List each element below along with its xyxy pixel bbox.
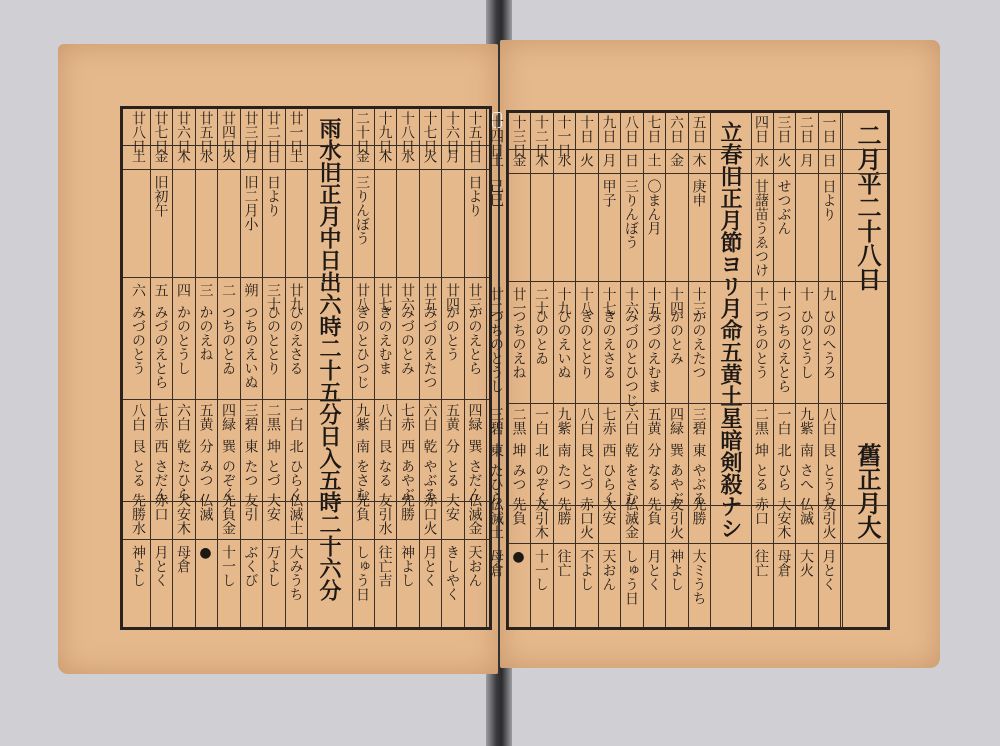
day-wd: 月 bbox=[600, 153, 617, 167]
day-week: 土 bbox=[488, 525, 504, 539]
day-star: 三碧 bbox=[488, 407, 504, 435]
day-mid: 三 bbox=[197, 283, 214, 297]
day-kana: つちのとうし bbox=[488, 309, 504, 393]
day-rokuyo: 赤口 bbox=[421, 493, 438, 521]
day-date: 五日 bbox=[690, 115, 707, 143]
solar-divider bbox=[710, 113, 752, 627]
right-calendar-grid bbox=[488, 110, 890, 630]
day-dir: 艮 bbox=[578, 443, 594, 457]
day-date: 廿六日 bbox=[175, 111, 191, 153]
day-top: 旧二月小 bbox=[242, 175, 259, 231]
day-date: 十七日 bbox=[421, 111, 438, 153]
old-month-label: 舊正月大 bbox=[853, 443, 882, 539]
day-top: 旧初午 bbox=[152, 175, 169, 217]
day-rokuyo: 先負 bbox=[510, 497, 527, 525]
day-dir: 艮 bbox=[130, 439, 146, 453]
day-kichi: とる bbox=[130, 459, 146, 487]
day-week: 火 bbox=[578, 525, 594, 539]
day-kana: きのととり bbox=[578, 309, 594, 379]
day-bot: 母倉 bbox=[775, 549, 792, 577]
day-wd: 火 bbox=[220, 149, 236, 163]
day-kana: みづのえむま bbox=[645, 309, 662, 393]
day-kichi: たひら bbox=[488, 463, 504, 505]
day-date: 十日 bbox=[578, 115, 594, 143]
day-kana: ひのととり bbox=[265, 305, 281, 375]
day-week: 金 bbox=[466, 521, 483, 535]
day-date: 六日 bbox=[668, 115, 684, 143]
day-dir: 巽 bbox=[668, 443, 684, 457]
day-mid: 三十 bbox=[265, 283, 281, 311]
day-week: 火 bbox=[820, 525, 837, 539]
day-star: 八白 bbox=[376, 403, 393, 431]
day-rokuyo: 先負 bbox=[354, 493, 370, 521]
day-bot: ● bbox=[510, 549, 527, 565]
day-wd: 月 bbox=[444, 149, 460, 163]
day-dir: 南 bbox=[555, 443, 572, 457]
day-dir: 分 bbox=[645, 443, 662, 457]
day-week: 木 bbox=[775, 525, 792, 539]
day-kichi: あやぶ bbox=[668, 463, 684, 505]
day-star: 四緑 bbox=[220, 403, 236, 431]
day-top: 日より bbox=[466, 175, 483, 217]
day-kichi: たつ bbox=[242, 459, 259, 487]
day-kana: ひのとうし bbox=[798, 309, 814, 379]
day-mid: 廿八 bbox=[354, 283, 370, 311]
day-kana: かのとみ bbox=[668, 309, 684, 365]
solar-term-left: 雨水旧正月中日出六時二十五分日入五時二十六分 bbox=[316, 117, 342, 601]
day-star: 二黒 bbox=[265, 403, 281, 431]
day-top: 日より bbox=[265, 175, 281, 217]
day-star: 六白 bbox=[623, 407, 639, 435]
day-rokuyo: 友引 bbox=[376, 493, 393, 521]
day-rokuyo: 仏滅 bbox=[798, 497, 814, 525]
day-top: 甲子 bbox=[600, 179, 617, 207]
day-kichi: なる bbox=[645, 463, 662, 491]
day-dir: 南 bbox=[354, 439, 370, 453]
day-dir: 西 bbox=[152, 439, 169, 453]
day-top: 三りんぼう bbox=[623, 179, 639, 249]
day-star: 九紫 bbox=[555, 407, 572, 435]
day-kichi: ひらく bbox=[287, 459, 304, 501]
day-kichi: あやぶ bbox=[399, 459, 415, 501]
day-date: 十五日 bbox=[466, 111, 483, 153]
day-wd: 木 bbox=[533, 153, 549, 167]
day-top: 三りんぼう bbox=[354, 175, 370, 245]
day-week: 水 bbox=[376, 521, 393, 535]
day-rokuyo: 仏滅 bbox=[466, 493, 483, 521]
day-kana: きのとひつじ bbox=[354, 305, 370, 389]
day-kana: ひのとゐ bbox=[533, 309, 549, 365]
day-star: 八白 bbox=[578, 407, 594, 435]
day-star: 二黒 bbox=[753, 407, 769, 435]
day-date: 十四日 bbox=[488, 115, 504, 157]
day-kichi: みつ bbox=[197, 459, 214, 487]
day-rokuyo: 先負 bbox=[645, 497, 662, 525]
day-mid: 十八 bbox=[578, 287, 594, 315]
day-bot: 大ミうち bbox=[690, 549, 707, 605]
day-week: 土 bbox=[287, 521, 304, 535]
day-kana: かのとうし bbox=[175, 305, 191, 375]
day-date: 三日 bbox=[775, 115, 792, 143]
day-kichi: ひら bbox=[775, 463, 792, 491]
day-dir: 艮 bbox=[820, 443, 837, 457]
day-star: 九紫 bbox=[798, 407, 814, 435]
day-week: 木 bbox=[533, 525, 549, 539]
day-bot: 往亡 bbox=[753, 549, 769, 577]
day-kichi: のぞく bbox=[533, 463, 549, 505]
day-mid: 六 bbox=[130, 283, 146, 297]
day-bot: 母倉 bbox=[488, 549, 504, 577]
day-mid: 十九 bbox=[555, 287, 572, 315]
day-kichi: とづ bbox=[578, 463, 594, 491]
day-dir: 分 bbox=[197, 439, 214, 453]
day-top: 庚申 bbox=[690, 179, 707, 207]
day-kichi: やぶる bbox=[690, 463, 707, 505]
day-date: 十三日 bbox=[510, 115, 527, 157]
day-date: 廿四日 bbox=[220, 111, 236, 153]
day-star: 一白 bbox=[287, 403, 304, 431]
day-date: 四日 bbox=[753, 115, 769, 143]
day-star: 一白 bbox=[533, 407, 549, 435]
day-date: 十六日 bbox=[444, 111, 460, 153]
day-rokuyo: 先勝 bbox=[130, 493, 146, 521]
day-dir: 坤 bbox=[265, 439, 281, 453]
day-date: 七日 bbox=[645, 115, 662, 143]
day-rokuyo: 仏滅 bbox=[623, 497, 639, 525]
day-mid: 十三 bbox=[690, 287, 707, 315]
day-bot: 十一し bbox=[220, 545, 236, 587]
day-kana: ひのえさる bbox=[287, 305, 304, 375]
day-wd: 月 bbox=[798, 153, 814, 167]
day-wd: 木 bbox=[376, 149, 393, 163]
day-mid: 四 bbox=[175, 283, 191, 297]
day-date: 廿二日 bbox=[265, 111, 281, 153]
day-bot: 天おん bbox=[600, 549, 617, 591]
day-star: 三碧 bbox=[242, 403, 259, 431]
day-kana: きのえさる bbox=[600, 309, 617, 379]
day-mid: 二十 bbox=[533, 287, 549, 315]
day-star: 四緑 bbox=[668, 407, 684, 435]
day-rokuyo: 大安 bbox=[775, 497, 792, 525]
day-wd: 日 bbox=[466, 149, 483, 163]
day-date: 八日 bbox=[623, 115, 639, 143]
day-date: 廿一日 bbox=[287, 111, 304, 153]
day-date: 九日 bbox=[600, 115, 617, 143]
day-kana: きのえむま bbox=[376, 305, 393, 375]
day-kichi: さだん bbox=[152, 459, 169, 501]
day-star: 五黄 bbox=[197, 403, 214, 431]
day-date: 十二日 bbox=[533, 115, 549, 157]
day-bot: 母倉 bbox=[175, 545, 191, 573]
day-kana: みづのとひつじ bbox=[623, 309, 639, 407]
day-star: 七赤 bbox=[399, 403, 415, 431]
day-rokuyo: 赤口 bbox=[753, 497, 769, 525]
day-date: 廿七日 bbox=[152, 111, 169, 153]
day-top: せつぶん bbox=[775, 179, 792, 235]
day-star: 七赤 bbox=[152, 403, 169, 431]
day-rokuyo: 友引 bbox=[533, 497, 549, 525]
day-wd: 日 bbox=[623, 153, 639, 167]
day-star: 九紫 bbox=[354, 403, 370, 431]
day-rokuyo: 大安 bbox=[265, 493, 281, 521]
day-wd: 金 bbox=[510, 153, 527, 167]
day-bot: しゅう日 bbox=[623, 549, 639, 605]
day-top: 〇まん月 bbox=[645, 179, 662, 235]
month-title: 二月平二十八日 bbox=[853, 123, 882, 291]
day-bot: 往亡吉 bbox=[376, 545, 393, 587]
day-bot: 往亡 bbox=[555, 549, 572, 577]
day-date: 二十日 bbox=[354, 111, 370, 153]
day-date: 一日 bbox=[820, 115, 837, 143]
day-wd: 土 bbox=[488, 153, 504, 167]
day-mid: 十四 bbox=[668, 287, 684, 315]
day-wd: 水 bbox=[399, 149, 415, 163]
day-wd: 火 bbox=[775, 153, 792, 167]
day-mid: 十一 bbox=[775, 287, 792, 315]
day-dir: 乾 bbox=[175, 439, 191, 453]
day-kana: みづのとみ bbox=[399, 305, 415, 375]
day-dir: 巽 bbox=[466, 439, 483, 453]
day-star: 六白 bbox=[421, 403, 438, 431]
day-kana: つちのとう bbox=[753, 309, 769, 379]
day-star: 八白 bbox=[820, 407, 837, 435]
day-wd: 火 bbox=[578, 153, 594, 167]
day-dir: 西 bbox=[399, 439, 415, 453]
day-kana: つちのえいぬ bbox=[242, 305, 259, 389]
day-wd: 水 bbox=[197, 149, 214, 163]
day-kana: ひのえいぬ bbox=[555, 309, 572, 379]
day-kana: みづのえたつ bbox=[421, 305, 438, 389]
day-wd: 水 bbox=[555, 153, 572, 167]
day-kichi: をさむ bbox=[354, 459, 370, 501]
day-kichi: さだん bbox=[466, 459, 483, 501]
day-week: 火 bbox=[421, 521, 438, 535]
day-wd: 火 bbox=[421, 149, 438, 163]
day-bot: 月とく bbox=[645, 549, 662, 591]
day-rokuyo: 先負 bbox=[220, 493, 236, 521]
day-mid: 五 bbox=[152, 283, 169, 297]
day-date: 二日 bbox=[798, 115, 814, 143]
day-star: 四緑 bbox=[466, 403, 483, 431]
day-mid: 廿七 bbox=[376, 283, 393, 311]
day-bot: 月とく bbox=[152, 545, 169, 587]
day-wd: 土 bbox=[130, 149, 146, 163]
day-rokuyo: 先勝 bbox=[690, 497, 707, 525]
day-rokuyo: 先勝 bbox=[399, 493, 415, 521]
day-date: 廿八日 bbox=[130, 111, 146, 153]
day-rokuyo: 先勝 bbox=[555, 497, 572, 525]
day-kichi: さへ bbox=[798, 463, 814, 491]
day-rokuyo: 仏滅 bbox=[287, 493, 304, 521]
day-dir: 巽 bbox=[220, 439, 236, 453]
day-star: 五黄 bbox=[645, 407, 662, 435]
day-dir: 乾 bbox=[623, 443, 639, 457]
day-wd: 木 bbox=[690, 153, 707, 167]
day-kichi: みつ bbox=[510, 463, 527, 491]
day-mid: 廿六 bbox=[399, 283, 415, 311]
day-kichi: をさむ bbox=[623, 463, 639, 505]
day-mid: 廿四 bbox=[444, 283, 460, 311]
day-star: 五黄 bbox=[444, 403, 460, 431]
day-star: 三碧 bbox=[690, 407, 707, 435]
day-bot: 月とく bbox=[820, 549, 837, 591]
day-kichi: たつ bbox=[555, 463, 572, 491]
day-bot: しゅう日 bbox=[354, 545, 370, 601]
solar-divider bbox=[307, 109, 353, 627]
day-kana: かのとう bbox=[444, 305, 460, 361]
day-wd: 金 bbox=[668, 153, 684, 167]
day-dir: 分 bbox=[444, 439, 460, 453]
day-wd: 木 bbox=[175, 149, 191, 163]
day-dir: 東 bbox=[690, 443, 707, 457]
day-top: 己巳 bbox=[488, 179, 504, 207]
day-bot: 不よし bbox=[578, 549, 594, 591]
day-kana: ひのへうろ bbox=[820, 309, 837, 379]
day-mid: 二 bbox=[220, 283, 236, 297]
day-wd: 金 bbox=[354, 149, 370, 163]
day-mid: 十五 bbox=[645, 287, 662, 315]
day-bot: 神よし bbox=[399, 545, 415, 587]
day-kana: かのえとら bbox=[466, 305, 483, 375]
day-bot: 神よし bbox=[668, 549, 684, 591]
day-wd: 土 bbox=[287, 149, 304, 163]
day-dir: 東 bbox=[242, 439, 259, 453]
day-dir: 北 bbox=[287, 439, 304, 453]
day-bot: 天おん bbox=[466, 545, 483, 587]
day-bot: 十一し bbox=[533, 549, 549, 591]
day-top: 日より bbox=[820, 179, 837, 221]
day-date: 廿三日 bbox=[242, 111, 259, 153]
day-mid: 十二 bbox=[753, 287, 769, 315]
day-kichi: なる bbox=[376, 459, 393, 487]
title-divider bbox=[842, 113, 843, 627]
day-kana: かのえね bbox=[197, 305, 214, 361]
day-dir: 乾 bbox=[421, 439, 438, 453]
day-dir: 東 bbox=[488, 443, 504, 457]
day-bot: 神よし bbox=[130, 545, 146, 587]
day-star: 六白 bbox=[175, 403, 191, 431]
day-rokuyo: 大安 bbox=[444, 493, 460, 521]
day-mid: 九 bbox=[820, 287, 837, 301]
day-dir: 西 bbox=[600, 443, 617, 457]
day-dir: 坤 bbox=[510, 443, 527, 457]
day-dir: 艮 bbox=[376, 439, 393, 453]
day-rokuyo: 赤口 bbox=[578, 497, 594, 525]
day-kichi: ひらく bbox=[600, 463, 617, 505]
day-week: 金 bbox=[623, 525, 639, 539]
solar-term-right: 立春旧正月節ヨリ月命五黄土星暗剣殺ナシ bbox=[717, 121, 743, 539]
day-kichi: たひら bbox=[175, 459, 191, 501]
day-bot: 大みうち bbox=[287, 545, 304, 601]
day-mid: 廿三 bbox=[466, 283, 483, 311]
day-kana: みづのえとら bbox=[152, 305, 169, 389]
day-bot: 大火 bbox=[798, 549, 814, 577]
day-week: 火 bbox=[668, 525, 684, 539]
day-rokuyo: 大安 bbox=[175, 493, 191, 521]
day-bot: ● bbox=[197, 545, 214, 561]
day-wd: 土 bbox=[645, 153, 662, 167]
day-bot: きしやく bbox=[444, 545, 460, 601]
day-kichi: とづ bbox=[265, 459, 281, 487]
day-kana: つちのえとら bbox=[775, 309, 792, 393]
day-mid: 廿二 bbox=[488, 287, 504, 315]
day-wd: 月 bbox=[242, 149, 259, 163]
day-star: 二黒 bbox=[510, 407, 527, 435]
day-rokuyo: 仏滅 bbox=[488, 497, 504, 525]
day-star: 八白 bbox=[130, 403, 146, 431]
day-bot: ぶくび bbox=[242, 545, 259, 587]
day-week: 金 bbox=[220, 521, 236, 535]
day-mid: 十七 bbox=[600, 287, 617, 315]
day-rokuyo: 大安 bbox=[600, 497, 617, 525]
day-mid: 廿九 bbox=[287, 283, 304, 311]
day-rokuyo: 友引 bbox=[668, 497, 684, 525]
day-kana: かのえたつ bbox=[690, 309, 707, 379]
day-date: 十八日 bbox=[399, 111, 415, 153]
day-mid: 十六 bbox=[623, 287, 639, 315]
day-rokuyo: 仏滅 bbox=[197, 493, 214, 521]
day-bot: 万よし bbox=[265, 545, 281, 587]
day-mid: 十 bbox=[798, 287, 814, 301]
day-dir: 北 bbox=[533, 443, 549, 457]
day-mid: 廿五 bbox=[421, 283, 438, 311]
day-kichi: やぶる bbox=[421, 459, 438, 501]
day-rokuyo: 友引 bbox=[820, 497, 837, 525]
day-week: 木 bbox=[175, 521, 191, 535]
day-mid: 廿一 bbox=[510, 287, 527, 315]
day-star: 七赤 bbox=[600, 407, 617, 435]
day-kichi: とる bbox=[753, 463, 769, 491]
day-mid: 朔 bbox=[242, 283, 259, 297]
day-date: 廿五日 bbox=[197, 111, 214, 153]
day-kichi: とる bbox=[444, 459, 460, 487]
day-date: 十一日 bbox=[555, 115, 572, 157]
day-kana: つちのとゐ bbox=[220, 305, 236, 375]
day-date: 十九日 bbox=[376, 111, 393, 153]
day-week: 水 bbox=[130, 521, 146, 535]
day-kichi: のぞく bbox=[220, 459, 236, 501]
day-bot: 月とく bbox=[421, 545, 438, 587]
day-rokuyo: 赤口 bbox=[152, 493, 169, 521]
day-dir: 坤 bbox=[753, 443, 769, 457]
day-rokuyo: 友引 bbox=[242, 493, 259, 521]
day-dir: 北 bbox=[775, 443, 792, 457]
day-wd: 日 bbox=[265, 149, 281, 163]
day-kana: みづのとう bbox=[130, 305, 146, 375]
day-kichi: とうら bbox=[820, 463, 837, 505]
day-wd: 日 bbox=[820, 153, 837, 167]
day-star: 一白 bbox=[775, 407, 792, 435]
day-dir: 南 bbox=[798, 443, 814, 457]
left-calendar-grid bbox=[120, 106, 492, 630]
day-top: 甘藷苗うゑつけ bbox=[753, 179, 769, 277]
day-wd: 水 bbox=[753, 153, 769, 167]
day-kana: つちのえね bbox=[510, 309, 527, 379]
day-wd: 金 bbox=[152, 149, 169, 163]
